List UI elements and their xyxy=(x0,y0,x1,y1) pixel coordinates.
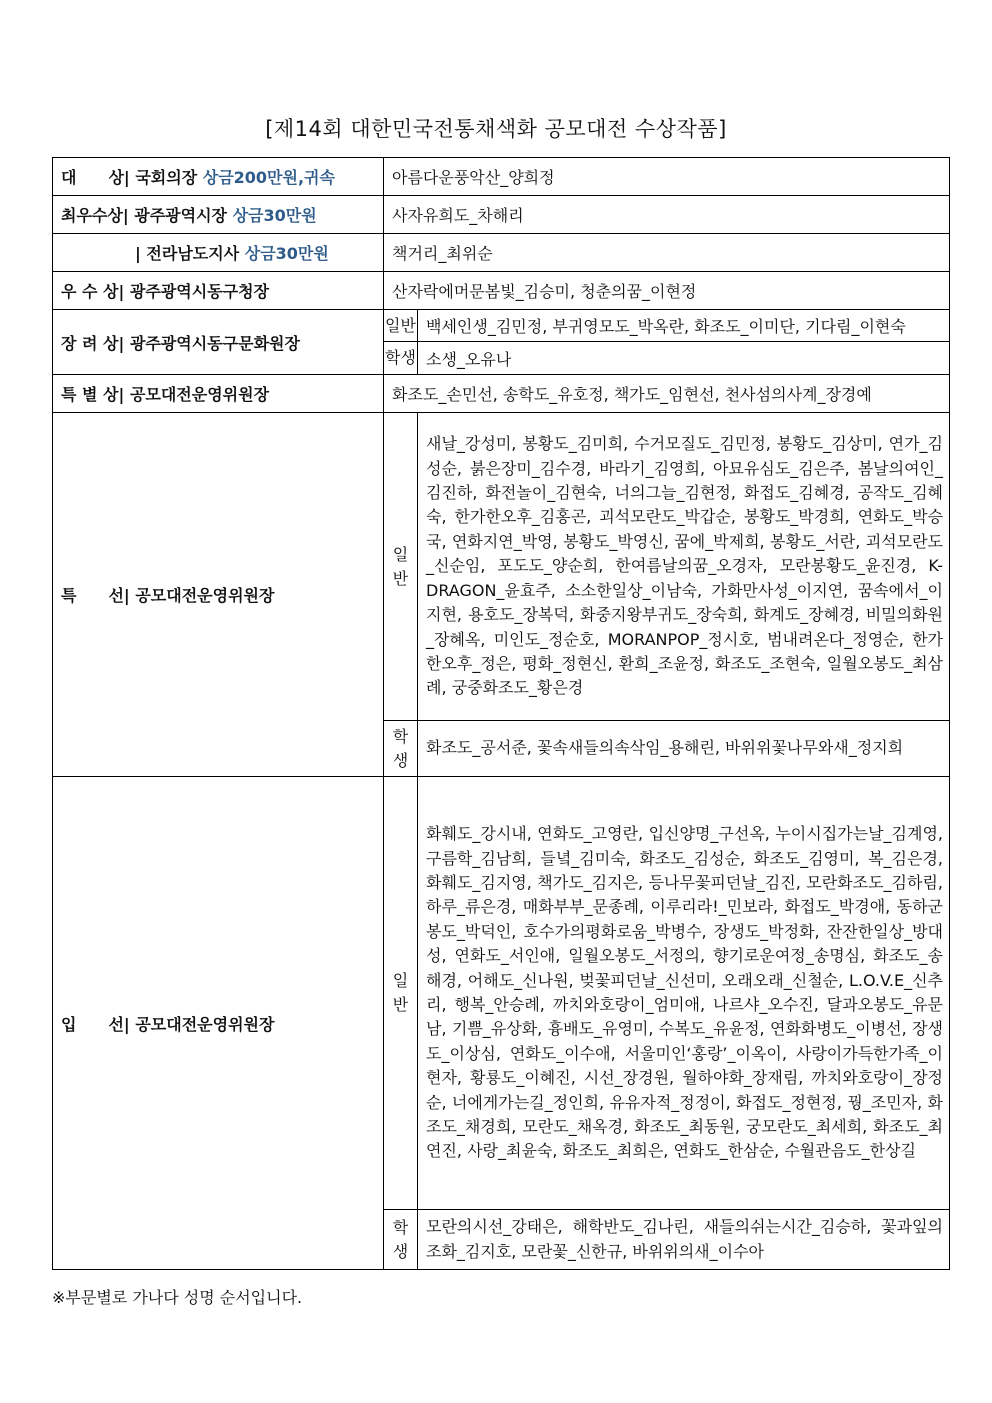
prize-amount: 상금200만원,귀속 xyxy=(202,168,335,187)
sponsor-label: 공모대전운영위원장 xyxy=(135,1014,275,1034)
winners-cell: 화조도_공서준, 꽃속새들의속삭임_용해린, 바위위꽃나무와새_정지희 xyxy=(418,721,950,777)
category-cell xyxy=(53,196,384,234)
category-label: 최우수상| xyxy=(61,206,129,225)
row-merit xyxy=(53,272,950,310)
sponsor-label: 국회의장 xyxy=(135,168,198,187)
awards-table xyxy=(52,157,950,1270)
prize-amount: 상금30만원 xyxy=(244,244,329,263)
winners-cell: 화조도_손민선, 송학도_유호정, 책가도_임현선, 천사섬의사계_장경예 xyxy=(384,375,950,413)
division-label: 일반 xyxy=(384,310,418,342)
category-cell xyxy=(53,272,384,310)
row-excellence-2 xyxy=(53,234,950,272)
winners-cell: 모란의시선_강태은, 해학반도_김나린, 새들의쉬는시간_김승하, 꽃과잎의조화_김지호, 모란꽃_신한규, 바위위의새_이수아 xyxy=(418,1210,950,1270)
winners-cell: 책거리_최위순 xyxy=(384,234,950,272)
category-cell xyxy=(53,413,384,777)
sponsor-label: 전라남도지사 xyxy=(146,244,240,263)
category-label: 특 별 상| xyxy=(61,385,125,404)
division-label: 학생 xyxy=(384,342,418,375)
category-cell xyxy=(53,310,384,375)
category-label: 대 상| xyxy=(61,168,130,187)
row-excellence-1 xyxy=(53,196,950,234)
sponsor-label: 공모대전운영위원장 xyxy=(129,385,270,404)
page-title: [제14회 대한민국전통채색화 공모대전 수상작품] xyxy=(265,117,727,141)
winners-cell: 백세인생_김민정, 부귀영모도_박옥란, 화조도_이미단, 기다림_이현숙 xyxy=(418,310,950,342)
category-label: 우 수 상| xyxy=(61,282,125,301)
sponsor-label: 공모대전운영위원장 xyxy=(135,586,275,605)
division-label: 일반 xyxy=(384,777,418,1210)
division-label: 학생 xyxy=(384,1210,418,1270)
sponsor-label: 광주광역시동구청장 xyxy=(129,282,270,301)
row-grand-prize xyxy=(53,158,950,196)
winners-cell: 소생_오유나 xyxy=(418,342,950,375)
winners-cell: 아름다운풍악산_양희정 xyxy=(384,158,950,196)
winners-cell: 산자락에머문봄빛_김승미, 청춘의꿈_이현정 xyxy=(384,272,950,310)
sponsor-label: 광주광역시장 xyxy=(134,206,227,225)
row-entry-general xyxy=(53,777,950,1210)
sponsor-label: 광주광역시동구문화원장 xyxy=(129,333,300,353)
row-selected-general xyxy=(53,413,950,721)
row-special xyxy=(53,375,950,413)
winners-cell: 사자유희도_차해리 xyxy=(384,196,950,234)
category-cell xyxy=(53,158,384,196)
category-cell xyxy=(53,375,384,413)
category-label: 입 선| xyxy=(61,1014,130,1034)
winners-cell: 새날_강성미, 봉황도_김미희, 수거모질도_김민정, 봉황도_김상미, 연가_김성순, 붉은장미_김수경, 바라기_김영희, 아묘유심도_김은주, 봄날의여인_김진하, 화전놀이_김현숙, 너의그늘_김현정, 화접도_김혜경, 공작도_김혜숙, 한가한오후_김홍곤, 괴석모란도_박갑순, 봉황도_박경희, 연화도_박승국, 연화지연_박영, 봉황도_박영신, 꿈에_박제희, 봉황도_서란, 괴석모란도_신순임, 포도도_양순희, 한여름날의꿈_오경자, 모란봉황도_윤진경, K-DRAGON_윤효주, 소소한일상_이남숙, 가화만사성_이지연, 꿈속에서_이지현, 용호도_장복덕, 화중지왕부귀도_장숙희, 화계도_장혜경, 비밀의화원_장혜옥, 미인도_정순호, MORANPOP_정시호, 범내려온다_정영순, 한가한오후_정은, 평화_정현신, 환희_조윤정, 화조도_조현숙, 일월오봉도_최삼례, 궁중화조도_황은경 xyxy=(418,413,950,721)
footnote: ※부문별로 가나다 성명 순서입니다. xyxy=(52,1288,303,1307)
winners-cell: 화훼도_강시내, 연화도_고영란, 입신양명_구선옥, 누이시집가는날_김계영, 구름학_김남희, 들녘_김미숙, 화조도_김성순, 화조도_김영미, 복_김은경, 화훼도_김지영, 책가도_김지은, 등나무꽃피던날_김진, 모란화조도_김하림, 하루_류은경, 매화부부_문종례, 이루리라!_민보라, 화접도_박경애, 동하군봉도_박덕인, 호수가의평화로움_박병수, 장생도_박정화, 잔잔한일상_방대성, 연화도_서인애, 일월오봉도_서정의, 향기로운여정_송명심, 화조도_송해경, 어해도_신나원, 벚꽃피던날_신선미, 오래오래_신철순, L.O.V.E_신추리, 행복_안승례, 까치와호랑이_엄미애, 나르샤_오수진, 달과오봉도_유문남, 기쁨_유상화, 흉배도_유영미, 수복도_유윤정, 연화화병도_이병선, 장생도_이상심, 연화도_이수애, 서울미인‘홍랑’_이옥이, 사랑이가득한가족_이현자, 황룡도_이혜진, 시선_장경원, 월하야화_장재림, 까치와호랑이_장정순, 너에게가는길_정인희, 유유자적_정정이, 화접도_정현정, 꿩_조민자, 화조도_채경희, 모란도_채옥경, 화조도_최동원, 궁모란도_최세희, 화조도_최연진, 사랑_최윤숙, 화조도_최희은, 연화도_한삼순, 수월관음도_한상길 xyxy=(418,777,950,1210)
row-encouragement-general xyxy=(53,310,950,342)
category-label: | xyxy=(135,244,141,263)
category-label: 장 려 상| xyxy=(61,333,125,353)
prize-amount: 상금30만원 xyxy=(232,206,317,225)
category-cell xyxy=(53,234,384,272)
category-cell xyxy=(53,777,384,1270)
category-label: 특 선| xyxy=(61,586,130,605)
division-label: 일반 xyxy=(384,413,418,721)
division-label: 학생 xyxy=(384,721,418,777)
